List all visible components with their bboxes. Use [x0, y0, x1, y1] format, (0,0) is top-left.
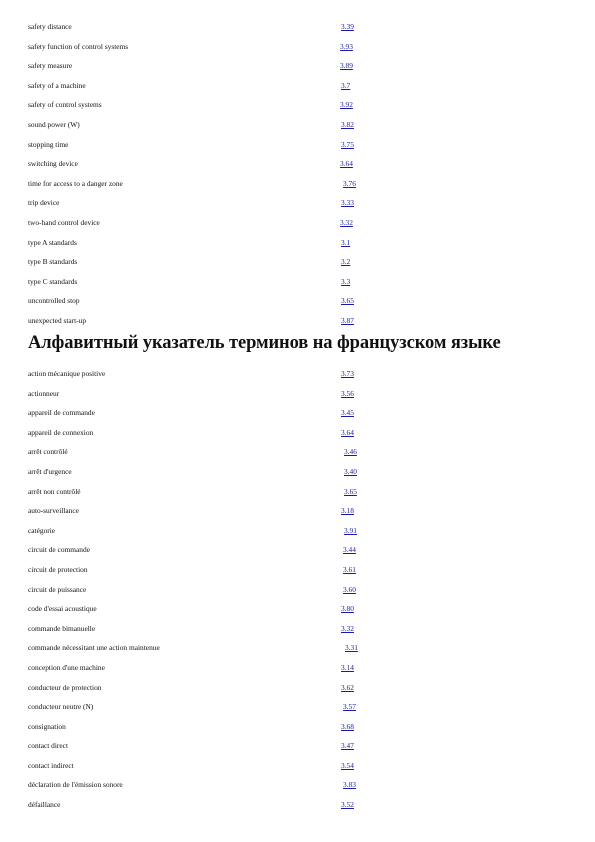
index-ref-link[interactable]: 3.65	[341, 296, 354, 306]
index-row	[28, 678, 568, 698]
index-row	[28, 95, 568, 115]
index-term: conducteur neutre (N)	[28, 702, 94, 712]
index-ref-link[interactable]: 3.31	[345, 643, 358, 653]
index-ref-link[interactable]: 3.45	[341, 408, 354, 418]
index-term: consignation	[28, 721, 66, 731]
index-row	[28, 291, 568, 311]
index-term: sound power (W)	[28, 119, 80, 129]
index-term: conception d'une machine	[28, 662, 105, 672]
index-row	[28, 501, 568, 521]
index-ref-link[interactable]: 3.60	[343, 584, 356, 594]
index-term: déclaration de l'émission sonore	[28, 780, 123, 790]
index-term: commande bimanuelle	[28, 623, 96, 633]
index-row	[28, 658, 568, 678]
index-ref-link[interactable]: 3.54	[341, 760, 354, 770]
index-row	[28, 17, 568, 37]
index-term: stopping time	[28, 139, 69, 149]
index-ref-link[interactable]: 3.39	[341, 22, 354, 31]
index-term: catégorie	[28, 525, 56, 535]
index-row	[28, 37, 568, 57]
index-term: circuit de protection	[28, 564, 88, 574]
index-ref-link[interactable]: 3.7	[341, 80, 351, 90]
index-ref-link[interactable]: 3.80	[341, 604, 354, 614]
index-row	[28, 638, 568, 658]
index-term: circuit de puissance	[28, 584, 87, 594]
index-ref-link[interactable]: 3.56	[341, 388, 354, 398]
index-row	[28, 272, 568, 292]
index-ref-link[interactable]: 3.32	[341, 623, 354, 633]
index-term: défaillance	[28, 800, 61, 810]
index-ref-link[interactable]: 3.87	[341, 315, 354, 325]
index-row	[28, 135, 568, 155]
index-row	[28, 580, 568, 600]
index-row	[28, 311, 568, 331]
index-term: action mécanique positive	[28, 369, 106, 378]
index-term: arrêt non contrôlé	[28, 486, 81, 496]
index-row	[28, 795, 568, 815]
index-row	[28, 521, 568, 541]
index-ref-link[interactable]: 3.92	[340, 100, 353, 110]
index-row	[28, 756, 568, 776]
index-term: type B standards	[28, 257, 78, 267]
index-term: auto-surveillance	[28, 506, 79, 516]
index-ref-link[interactable]: 3.89	[340, 61, 353, 71]
index-ref-link[interactable]: 3.62	[341, 682, 354, 692]
index-term: safety measure	[28, 61, 73, 71]
index-term: type A standards	[28, 237, 77, 247]
index-row	[28, 462, 568, 482]
index-term: contact direct	[28, 741, 69, 751]
index-row	[28, 154, 568, 174]
index-row	[28, 482, 568, 502]
index-row	[28, 423, 568, 443]
index-row	[28, 403, 568, 423]
index-term: arrêt contrôlé	[28, 447, 68, 457]
index-term: safety distance	[28, 22, 72, 31]
index-row	[28, 599, 568, 619]
index-term: unexpected start-up	[28, 315, 87, 325]
index-row	[28, 560, 568, 580]
index-term: contact indirect	[28, 760, 74, 770]
index-row	[28, 252, 568, 272]
index-row	[28, 442, 568, 462]
index-ref-link[interactable]: 3.32	[340, 217, 353, 227]
index-ref-link[interactable]: 3.93	[340, 41, 353, 51]
index-ref-link[interactable]: 3.73	[341, 369, 354, 378]
index-ref-link[interactable]: 3.75	[341, 139, 354, 149]
index-ref-link[interactable]: 3.52	[341, 800, 354, 810]
index-term: arrêt d'urgence	[28, 466, 72, 476]
index-row	[28, 697, 568, 717]
index-ref-link[interactable]: 3.14	[341, 662, 354, 672]
index-term: commande nécessitant une action maintenue	[28, 643, 160, 653]
index-row	[28, 384, 568, 404]
index-row	[28, 775, 568, 795]
index-ref-link[interactable]: 3.40	[344, 466, 357, 476]
index-ref-link[interactable]: 3.64	[340, 159, 353, 169]
index-ref-link[interactable]: 3.2	[341, 257, 351, 267]
index-term: type C standards	[28, 276, 78, 286]
index-ref-link[interactable]: 3.68	[341, 721, 354, 731]
index-row	[28, 233, 568, 253]
index-term: conducteur de protection	[28, 682, 102, 692]
english-term-index	[28, 17, 568, 331]
index-row	[28, 76, 568, 96]
index-ref-link[interactable]: 3.76	[343, 178, 356, 188]
index-term: switching device	[28, 159, 78, 169]
index-ref-link[interactable]: 3.61	[343, 564, 356, 574]
index-term: safety function of control systems	[28, 41, 129, 51]
index-ref-link[interactable]: 3.1	[341, 237, 351, 247]
index-row	[28, 174, 568, 194]
index-term: actionneur	[28, 388, 60, 398]
index-term: safety of control systems	[28, 100, 102, 110]
index-row	[28, 193, 568, 213]
index-row	[28, 736, 568, 756]
index-term: safety of a machine	[28, 80, 86, 90]
index-term: trip device	[28, 198, 60, 208]
index-ref-link[interactable]: 3.65	[344, 486, 357, 496]
index-row	[28, 213, 568, 233]
index-ref-link[interactable]: 3.46	[344, 447, 357, 457]
index-row	[28, 717, 568, 737]
index-row	[28, 364, 568, 384]
index-row	[28, 56, 568, 76]
section-heading: Алфавитный указатель терминов на французском языке	[28, 333, 501, 353]
index-row	[28, 115, 568, 135]
index-term: circuit de commande	[28, 545, 90, 555]
french-term-index	[28, 364, 568, 815]
index-row	[28, 540, 568, 560]
index-term: appareil de connexion	[28, 427, 94, 437]
index-ref-link[interactable]: 3.47	[341, 741, 354, 751]
index-ref-link[interactable]: 3.64	[341, 427, 354, 437]
index-ref-link[interactable]: 3.91	[344, 525, 357, 535]
index-ref-link[interactable]: 3.18	[341, 506, 354, 516]
index-ref-link[interactable]: 3.83	[343, 780, 356, 790]
index-row	[28, 619, 568, 639]
index-ref-link[interactable]: 3.3	[341, 276, 351, 286]
index-term: two-hand control device	[28, 217, 100, 227]
index-ref-link[interactable]: 3.33	[341, 198, 354, 208]
index-ref-link[interactable]: 3.44	[343, 545, 356, 555]
index-ref-link[interactable]: 3.57	[343, 702, 356, 712]
index-term: code d'essai acoustique	[28, 604, 97, 614]
index-term: time for access to a danger zone	[28, 178, 123, 188]
index-ref-link[interactable]: 3.82	[341, 119, 354, 129]
index-term: appareil de commande	[28, 408, 95, 418]
index-term: uncontrolled stop	[28, 296, 80, 306]
